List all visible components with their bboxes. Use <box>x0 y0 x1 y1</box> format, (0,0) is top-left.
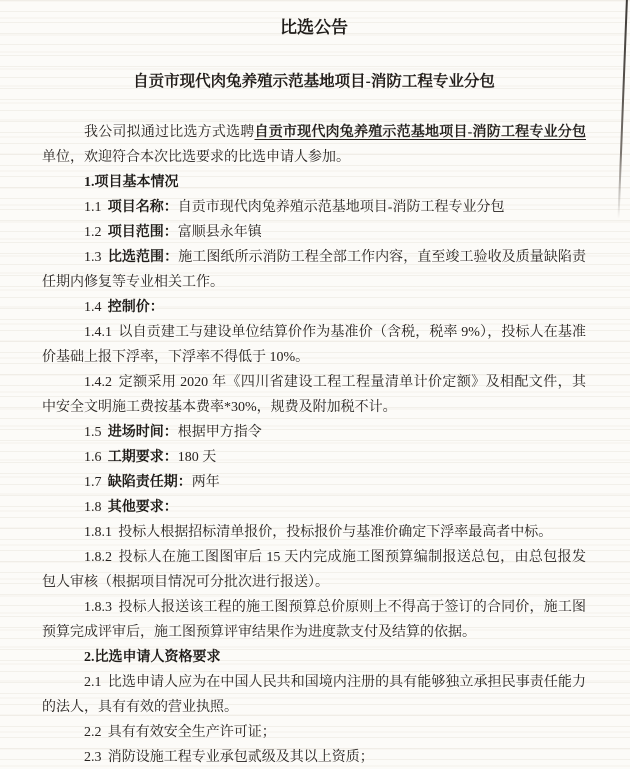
item-1-7 <box>42 470 586 495</box>
item-2-2 <box>42 720 586 745</box>
item-text: 施工图纸所示消防工程全部工作内容，直至竣工验收及质量缺陷责任期内修复等专业相关工作。 <box>42 250 587 290</box>
item-1-8-2 <box>42 545 586 595</box>
item-number: 1.8.3 <box>84 600 112 615</box>
item-1-8-1 <box>42 520 586 545</box>
intro-paragraph <box>42 120 586 170</box>
item-label: 缺陷责任期： <box>107 475 192 490</box>
item-number: 1.6 <box>84 450 102 465</box>
item-number: 1.4 <box>84 300 102 315</box>
item-number: 1.3 <box>84 250 102 265</box>
item-1-1 <box>42 195 586 220</box>
item-label: 工期要求： <box>107 450 178 465</box>
item-1-8 <box>42 495 586 520</box>
item-2-3 <box>42 745 586 770</box>
intro-project-name-underlined: 自贡市现代肉兔养殖示范基地项目-消防工程专业分包 <box>254 125 586 140</box>
item-label: 项目名称： <box>107 200 178 215</box>
intro-prefix: 我公司拟通过比选方式选聘 <box>84 125 255 140</box>
item-label: 控制价： <box>107 300 164 315</box>
item-label: 其他要求： <box>107 500 178 515</box>
item-number: 1.7 <box>84 475 102 490</box>
item-number: 1.8.1 <box>84 525 112 540</box>
item-1-4-1 <box>42 320 586 370</box>
item-label: 进场时间： <box>107 425 178 440</box>
section-1-heading: 1.项目基本情况 <box>84 175 179 190</box>
item-text: 投标人在施工图图审后 15 天内完成施工图预算编制报送总包，由总包报发包人审核（根据项目情况可分批次进行报送）。 <box>42 550 586 590</box>
item-text: 两年 <box>191 475 220 490</box>
item-label: 比选范围： <box>107 250 179 265</box>
item-2-1 <box>42 670 586 720</box>
item-label: 项目范围： <box>107 225 178 240</box>
item-text: 比选申请人应为在中国人民共和国境内注册的具有能够独立承担民事责任能力的法人，具有有效的营业执照。 <box>42 675 586 715</box>
item-number: 2.3 <box>84 750 102 765</box>
item-number: 2.2 <box>84 725 102 740</box>
project-subtitle: 自贡市现代肉兔养殖示范基地项目-消防工程专业分包 <box>133 73 495 90</box>
item-text: 投标人报送该工程的施工图预算总价原则上不得高于签订的合同价，施工图预算完成评审后，施工图预算评审结果作为进度款支付及结算的依据。 <box>42 600 586 640</box>
item-number: 1.1 <box>84 200 102 215</box>
item-1-4-2 <box>42 370 586 420</box>
item-text: 自贡市现代肉兔养殖示范基地项目-消防工程专业分包 <box>177 200 505 215</box>
item-number: 1.2 <box>84 225 102 240</box>
item-text: 180 天 <box>177 450 217 465</box>
item-1-6 <box>42 445 586 470</box>
item-text: 消防设施工程专业承包贰级及其以上资质； <box>107 750 374 765</box>
section-2-heading: 2.比选申请人资格要求 <box>84 650 221 665</box>
item-text: 根据甲方指令 <box>177 425 262 440</box>
item-number: 1.4.1 <box>84 325 112 340</box>
item-number: 2.1 <box>84 675 102 690</box>
item-1-5 <box>42 420 586 445</box>
item-text: 富顺县永年镇 <box>177 225 262 240</box>
item-text: 定额采用 2020 年《四川省建设工程工程量清单计价定额》及相配文件，其中安全文明施工费按基本费率*30%，规费及附加税不计。 <box>42 375 586 415</box>
scan-edge-artifact <box>617 0 628 219</box>
item-number: 1.8 <box>84 500 102 515</box>
item-text: 具有有效安全生产许可证； <box>107 725 276 740</box>
intro-suffix: 单位，欢迎符合本次比选要求的比选申请人参加。 <box>42 150 350 165</box>
announcement-title: 比选公告 <box>280 18 348 37</box>
item-number: 1.4.2 <box>84 375 112 390</box>
item-text: 以自贡建工与建设单位结算价作为基准价（含税，税率 9%），投标人在基准价基础上报下浮率，下浮率不得低于 10%。 <box>42 325 586 365</box>
item-1-4 <box>42 295 586 320</box>
item-1-3 <box>42 245 586 295</box>
item-1-2 <box>42 220 586 245</box>
item-1-8-3 <box>42 595 586 645</box>
item-text: 投标人根据招标清单报价，投标报价与基准价确定下浮率最高者中标。 <box>118 525 553 540</box>
item-number: 1.5 <box>84 425 102 440</box>
item-number: 1.8.2 <box>84 550 112 565</box>
